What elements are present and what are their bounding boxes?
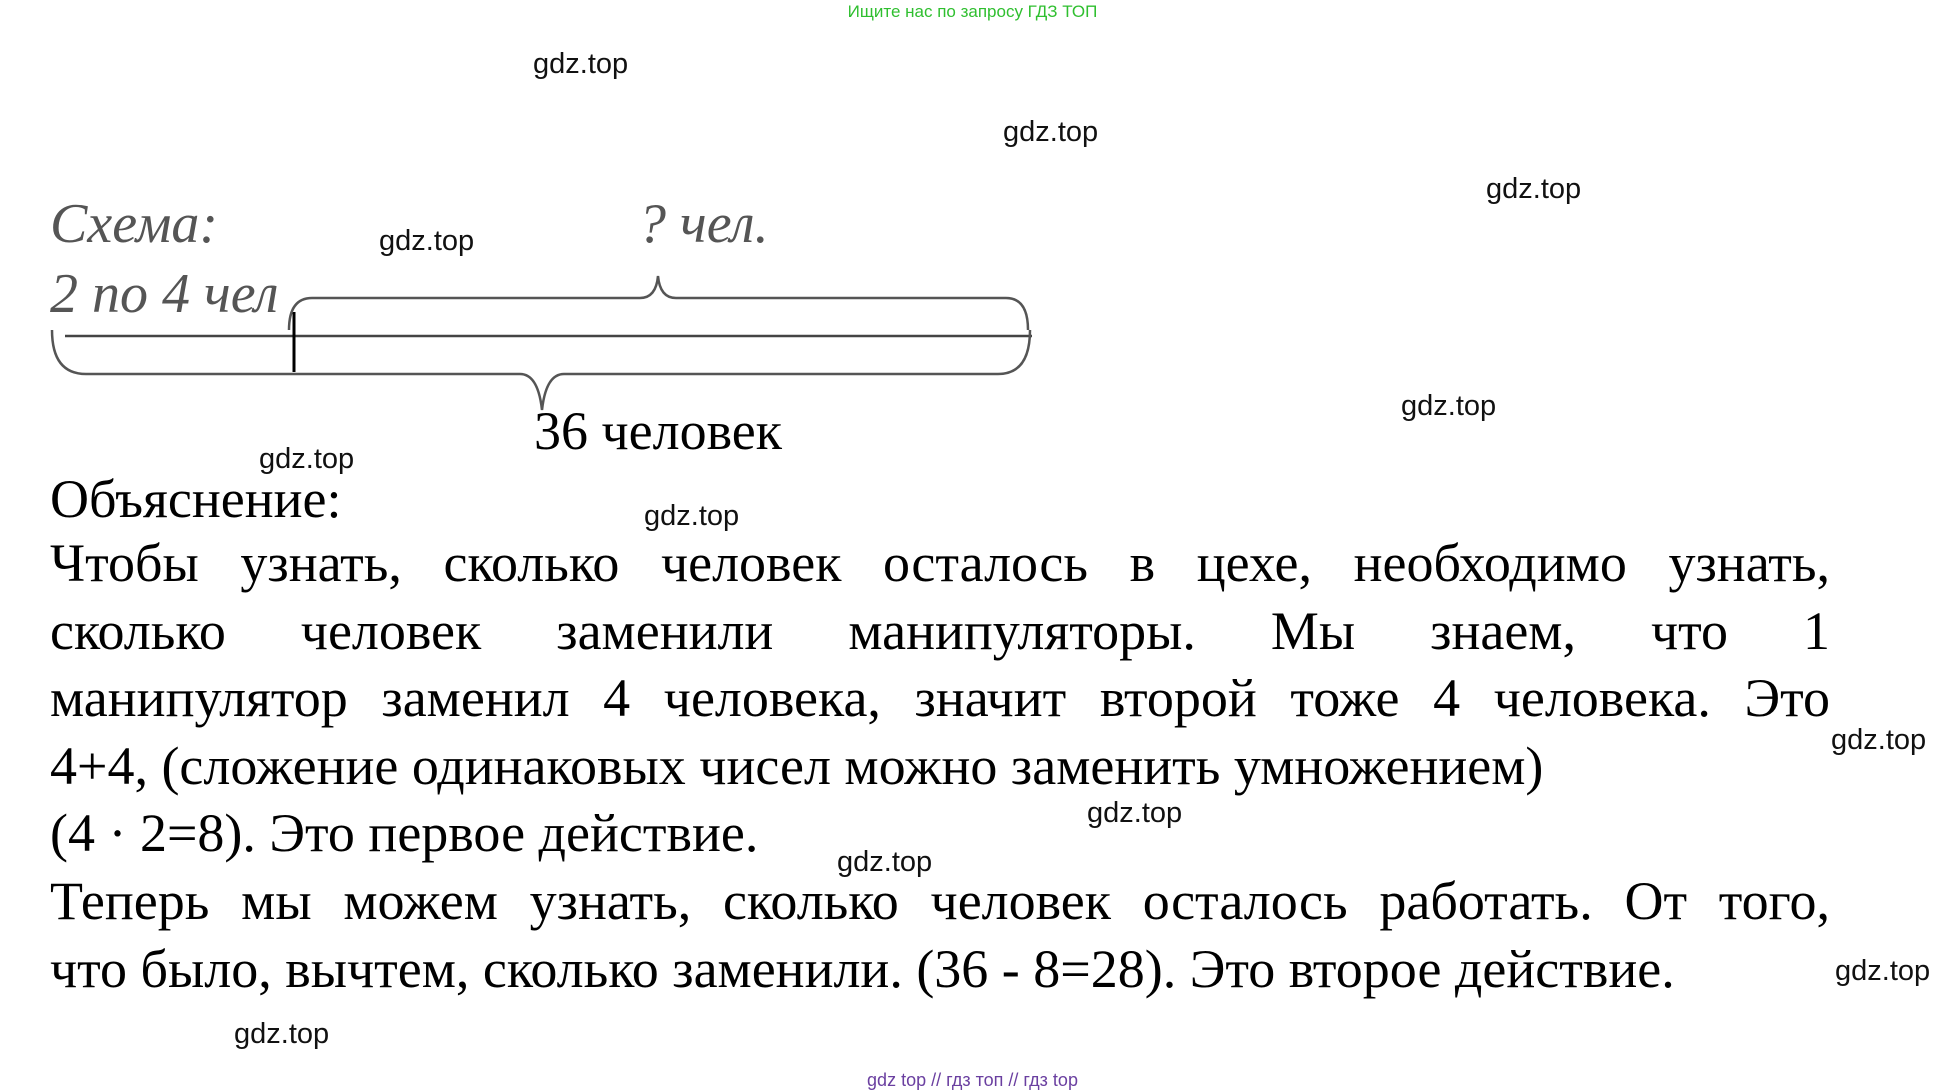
text-line: (4 · 2=8). Это первое действие. xyxy=(50,803,759,863)
watermark: gdz.top xyxy=(1835,955,1931,987)
watermark: gdz.top xyxy=(1003,116,1099,148)
text-line: что было, вычтем, сколько заменили. (36 - 8=28). Это второе действие. xyxy=(50,938,1675,999)
upper-brace xyxy=(289,276,1028,330)
watermark: gdz.top xyxy=(234,1018,330,1050)
text-line: сколько человек заменили манипуляторы. Мы знаем, что 1 xyxy=(50,600,1830,661)
watermark: gdz.top xyxy=(1831,724,1927,756)
watermark: gdz.top xyxy=(533,48,629,80)
footer-links: gdz top // гдз топ // гдз top xyxy=(867,1070,1078,1090)
lower-brace xyxy=(52,330,1030,410)
watermark: gdz.top xyxy=(1087,797,1183,829)
scheme-diagram xyxy=(0,0,1945,470)
scheme-part-label: 2 по 4 чел xyxy=(50,263,279,325)
scheme-unknown-label: ? чел. xyxy=(638,193,769,255)
explanation-heading: Объяснение: xyxy=(50,469,342,529)
text-line: Чтобы узнать, сколько человек осталось в цехе, необходимо узнать, xyxy=(50,533,1830,593)
scheme-title: Схема: xyxy=(50,193,219,255)
text-line: манипулятор заменил 4 человека, значит второй тоже 4 человека. Это xyxy=(50,668,1830,728)
explanation-paragraph-2 xyxy=(50,868,1830,1003)
scheme-total-label: 36 человек xyxy=(534,401,782,461)
watermark: gdz.top xyxy=(259,443,355,475)
explanation-paragraph-1 xyxy=(50,530,1830,868)
watermark: gdz.top xyxy=(1486,173,1582,205)
text-line: Теперь мы можем узнать, сколько человек осталось работать. От того, xyxy=(50,871,1830,931)
watermark: gdz.top xyxy=(644,500,740,532)
watermark: gdz.top xyxy=(379,225,475,257)
search-banner: Ищите нас по запросу ГДЗ ТОП xyxy=(847,2,1098,21)
watermark: gdz.top xyxy=(1401,390,1497,422)
text-line: 4+4, (сложение одинаковых чисел можно заменить умножением) xyxy=(50,735,1544,796)
watermark: gdz.top xyxy=(837,846,933,878)
